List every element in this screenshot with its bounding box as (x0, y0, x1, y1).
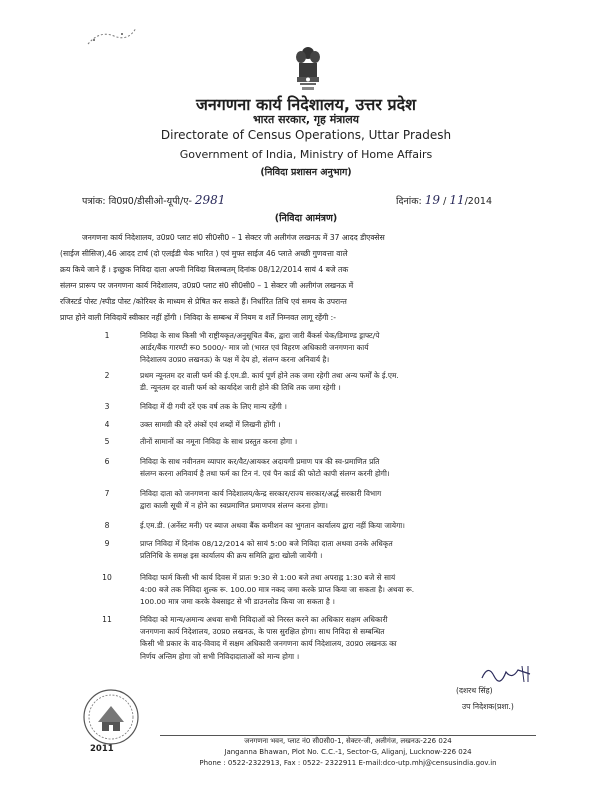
footer-address-hindi: जनगणना भवन, प्लाट नं0 सी0सी0-1, सेक्टर-जी, अलीगंज, लखनऊ-226 024 (244, 737, 452, 745)
section-name: (निविदा प्रशासन अनुभाग) (260, 167, 352, 178)
condition-item (140, 436, 550, 448)
department-title-hindi: जनगणना कार्य निदेशालय, उत्तर प्रदेश (196, 95, 416, 114)
date-label: दिनांक: (396, 196, 422, 207)
condition-item (140, 572, 550, 609)
condition-item (140, 614, 550, 663)
condition-number: 1 (104, 331, 110, 340)
reference-label: पत्रांक: वि0प्र0/डीसीओ-यूपी/ए- (82, 196, 192, 207)
condition-line: ई.एम.डी. (अर्नेस्ट मनी) पर ब्याज अथवा बैंक कमीशन का भुगतान कार्यालय द्वारा नहीं किया जायेगा। (140, 521, 405, 530)
condition-number: 11 (102, 615, 112, 624)
condition-line: प्रथम न्यूनतम दर वाली फर्म की ई.एम.डी. कार्य पूर्ण होने तक जमा रहेगी तथा अन्य फर्मों के ई.एम. (140, 371, 399, 380)
condition-item (140, 520, 550, 532)
date-month-handwritten: 11 (449, 193, 465, 207)
condition-number: 10 (102, 573, 112, 582)
condition-line: प्राप्त निविदा में दिनांक 08/12/2014 को सायं 5:00 बजे निविदा दाता अथवा उनके अधिकृत (140, 539, 393, 548)
footer-address-english: Janganna Bhawan, Plot No. C.C.-1, Sector-G, Aliganj, Lucknow-226 024 (224, 748, 472, 756)
reference-number-handwritten: 2981 (194, 193, 226, 207)
government-title-english: Government of India, Ministry of Home Affairs (179, 148, 433, 161)
condition-item (140, 456, 550, 480)
intro-line: रजिस्टर्ड पोस्ट /स्पीड पोस्ट /कोरियर के माध्यम से प्रेषित कर सकते हैं। निर्धारित तिथि एवं समय के उपरान्त (60, 297, 347, 306)
intro-line: संलग्न प्रारूप पर जनगणना कार्य निदेशालय, उ0प्र0 प्लाट सं0 सी0सी0 – 1 सेक्टर जी अलीगंज लखनऊ में (60, 281, 354, 290)
intro-line: क्रय किये जाने हैं । इच्छुक निविदा दाता अपनी निविदा बिलम्बतम् दिनांक 08/12/2014 सायं 4 बजे तक (60, 265, 349, 274)
scan-smudge-mark (82, 22, 142, 52)
condition-number: 2 (104, 371, 110, 380)
intro-line: (साईज सीसिज),46 आदद टार्च (दो एलईडी चेक भारित ) एवं मुफ्त साईज 46 प्लाते अच्छी गुणवत्ता वाले (60, 249, 348, 258)
condition-line: निविदा दाता को जनगणना कार्य निदेशालय/केन्द्र सरकार/राज्य सरकार/अर्द्ध सरकारी विभाग (140, 489, 382, 498)
intro-paragraph (60, 230, 552, 326)
letter-date: दिनांक: 19 / 11/2014 (396, 193, 492, 207)
condition-line: आर्डर/बैंक गारण्टी रू0 5000/- मात्र जो (भारत एवं विहरण अधिकारी जनगणना कार्य (140, 343, 369, 353)
condition-number: 8 (104, 521, 110, 530)
handwritten-signature-icon (478, 660, 536, 686)
subject-heading: (निविदा आमंत्रण) (274, 213, 338, 224)
condition-line: जनगणना कार्य निदेशालय, उ0प्र0 लखनऊ, के पास सुरक्षित होगा। साथ निविदा से सम्बन्धित (140, 627, 385, 637)
condition-line: निविदा को मान्य/अमान्य अथवा सभी निविदाओं को निरस्त करने का अधिकार सक्षम अधिकारी (140, 615, 388, 624)
footer-contact: Phone : 0522-2322913, Fax : 0522- 2322911 E-mail:dco-utp.mhj@censusindia.gov.in (199, 759, 497, 767)
condition-item (140, 419, 550, 431)
condition-number: 9 (104, 539, 110, 548)
condition-item (140, 370, 550, 394)
census-logo-icon (80, 688, 142, 746)
date-day-handwritten: 19 (424, 193, 441, 207)
condition-line: संलग्न करना अनिवार्य है तथा फर्म का टिन नं. एवं पैन कार्ड की फोटो कापी संलग्न करनी होगी। (140, 469, 390, 479)
intro-line: जनगणना कार्य निदेशालय, उ0प्र0 प्लाट सं0 सी0सी0 – 1 सेक्टर जी अलीगंज लखनऊ में 37 आदद डीएक्सेस (82, 233, 385, 242)
condition-line: उक्त सामग्री की दरें अंकों एवं शब्दों में लिखनी होंगी । (140, 420, 281, 429)
condition-line: द्वारा काली सूची में न होने का स्वप्रमाणित प्रमाणपत्र संलग्न करना होगा। (140, 501, 328, 511)
reference-number (82, 193, 225, 207)
condition-line: किसी भी प्रकार के वाद-विवाद में सक्षम अधिकारी जनगणना कार्य निदेशालय, उ0प्र0 लखनऊ का (140, 639, 397, 649)
condition-number: 4 (104, 420, 110, 429)
condition-line: प्रतिनिधि के समक्ष इस कार्यालय की क्रय समिति द्वारा खोली जायेंगी । (140, 551, 323, 561)
intro-line: प्राप्त होने वाली निविदायें स्वीकार नहीं होंगी । निविदा के सम्बन्ध में नियम व शर्तें निम्नवत लागू रहेंगी :- (60, 313, 336, 322)
condition-line: निर्णय अन्तिम होगा जो सभी निविदादाताओं को मान्य होगा । (140, 651, 300, 661)
condition-line: 100.00 मात्र जमा करके वेबसाइट से भी डाउनलोड किया जा सकता है । (140, 597, 335, 607)
national-emblem-icon (293, 45, 323, 93)
condition-number: 5 (104, 437, 110, 446)
date-year: /2014 (464, 196, 492, 207)
condition-line: निदेशालय उ0प्र0 लखनऊ) के पक्ष में देय हो, संलग्न करना अनिवार्य है। (140, 355, 330, 365)
condition-line: निविदा के साथ नवीनतम व्यापार कर/वैट/आयकर अदायगी प्रमाण पत्र की स्व-प्रमाणित प्रति (140, 457, 380, 466)
condition-line: 4:00 बजे तक निविदा शुल्क रू. 100.00 मात्र नकद जमा करके प्राप्त किया जा सकता है। अथवा रू. (140, 585, 415, 595)
condition-line: निविदा में दी गयी दरें एक वर्ष तक के लिए मान्य रहेंगी । (140, 402, 287, 411)
condition-item (140, 401, 550, 413)
government-title-hindi: भारत सरकार, गृह मंत्रालय (252, 113, 360, 126)
condition-number: 6 (104, 457, 110, 466)
condition-number: 7 (104, 489, 110, 498)
condition-item (140, 488, 550, 512)
signatory-name: (दशरथ सिंह) (456, 686, 493, 695)
condition-line: निविदा फार्म किसी भी कार्य दिवस में प्रातः 9:30 से 1:00 बजे तथा अपराह्न 1:30 बजे से सायं (140, 573, 396, 582)
signatory-designation: उप निदेशक(प्रशा.) (462, 702, 514, 711)
condition-line: निविदा के साथ किसी भी राष्ट्रीयकृत/अनुसूचित बैंक, द्वारा जारी बैंकर्स चेक/डिमाण्ड ड्राफ्ट/पे (140, 331, 380, 340)
department-title-english: Directorate of Census Operations, Uttar Pradesh (160, 128, 452, 142)
condition-item (140, 538, 550, 562)
census-year: 2011 (90, 744, 114, 754)
condition-item (140, 330, 550, 367)
condition-line: डी. न्यूनतम दर वाली फर्म को कार्यादेश जारी होने की तिथि तक जमा रहेगी । (140, 383, 341, 393)
condition-number: 3 (104, 402, 110, 411)
condition-line: तीनों सामानों का नमूना निविदा के साथ प्रस्तुत करना होगा । (140, 437, 298, 446)
